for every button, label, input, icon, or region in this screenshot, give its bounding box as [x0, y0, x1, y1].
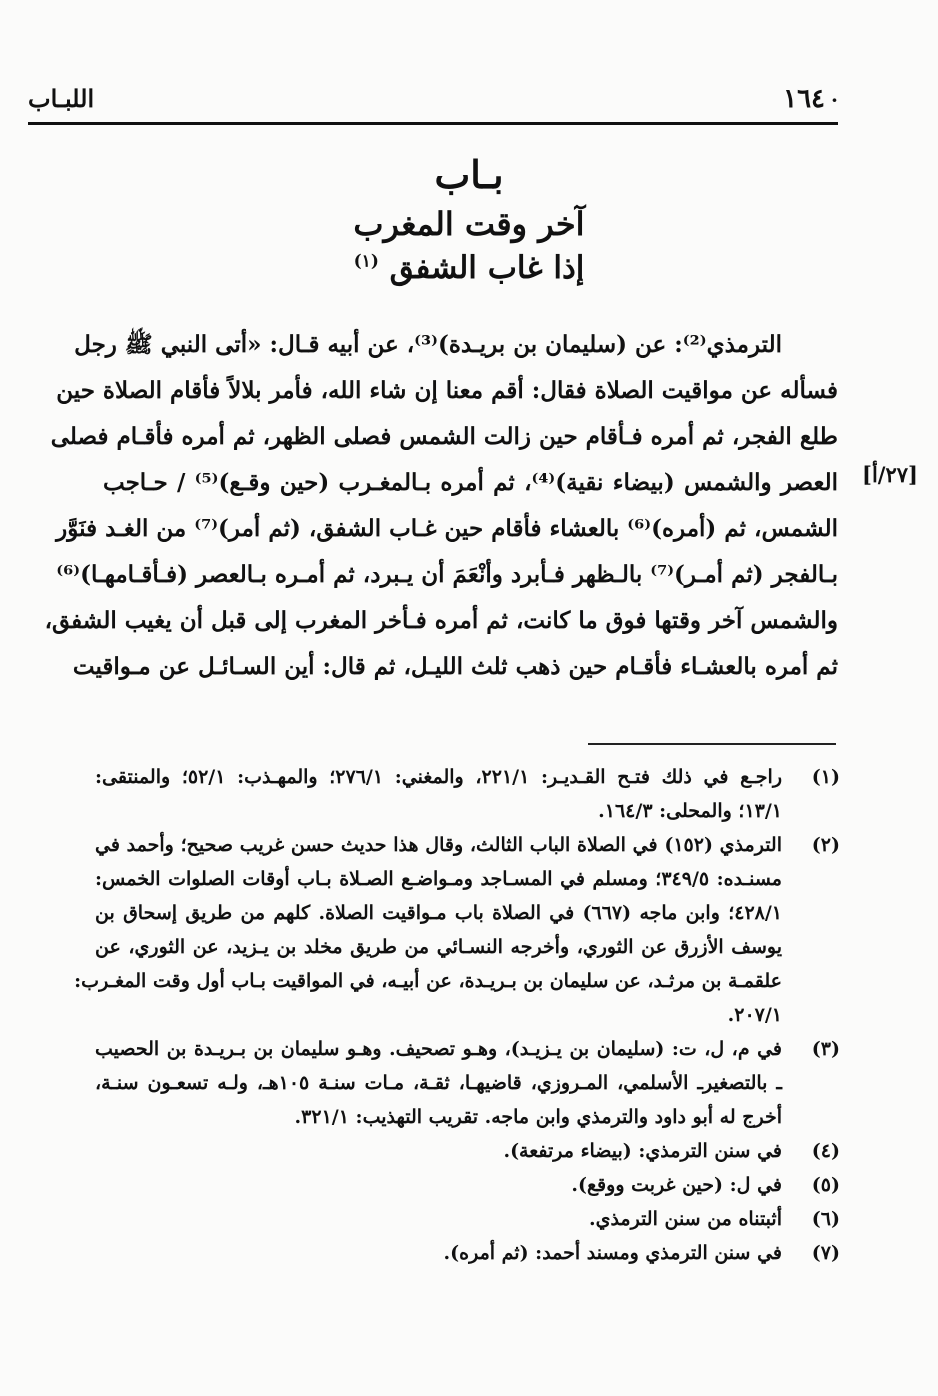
page-number-wrap: [783, 84, 838, 114]
footnote-number: (٦): [811, 1208, 840, 1230]
footnote-line: ـ بالتصغيرـ الأسلمي، المـروزي، قاضيهـا، ثقـة، مـات سنـة ١٠٥هـ، ولـه تسعـون سنـة،: [95, 1072, 782, 1094]
footnote-2: [74, 828, 840, 1032]
footnote-line: أخرج له أبو داود والترمذي وابن ماجه. تقريب التهذيب: ٣٢١/١.: [294, 1106, 782, 1128]
main-line: والشمس آخر وقتها فوق ما كانت، ثم أمره فـأخر المغرب إلى قبل أن يغيب الشفق،: [44, 607, 838, 634]
main-line: بـالفجر (ثم أمـر)⁽⁷⁾ بالـظهر فـأبرد وأنْعَمَ أن يـبرد، ثم أمـره بـالعصر (فـأقـامهـا)⁽⁶⁾: [56, 561, 838, 588]
main-line: الشمس، ثم (أمره)⁽⁶⁾ بالعشاء فأقام حين غـاب الشفق، (ثم أمر)⁽⁷⁾ من الغـد فنَوَّر: [56, 515, 838, 542]
chapter-title-line2: [0, 250, 938, 286]
footnote-line: الترمذي (١٥٢) في الصلاة الباب الثالث، وقال هذا حديث حسن غريب صحيح؛ وأحمد في: [95, 834, 782, 856]
footnote-line: راجـع في ذلك فتـح القـديـر: ٢٢١/١، والمغني: ٢٧٦/١؛ والمهـذب: ٥٢/١؛ والمنتقى:: [95, 766, 783, 788]
footnote-line: في م، ل، ت: (سليمان بن يـزيـد)، وهـو تصحيف. وهـو سليمان بن بـريـدة بن الحصيب: [95, 1038, 782, 1060]
footnote-6: [95, 1202, 840, 1236]
footnote-7: [95, 1236, 840, 1270]
chapter-title-line1: آخر وقت المغرب: [353, 205, 585, 243]
footnote-line: ٢٠٧/١.: [727, 1004, 782, 1026]
footnotes: [74, 760, 840, 1270]
footnote-line: أثبتناه من سنن الترمذي.: [588, 1208, 782, 1230]
chapter-footnote-ref: (١): [353, 251, 379, 272]
footnote-number: (٣): [811, 1038, 840, 1060]
running-header: [28, 84, 838, 120]
main-line: العصر والشمس (بيضاء نقية)⁽⁴⁾، ثم أمره بـالمغـرب (حين وقـع)⁽⁵⁾ / حـاجب: [103, 469, 838, 496]
footnote-line: ١٣/١؛ والمحلى: ١٦٤/٣.: [598, 800, 782, 822]
footnote-number: (٢): [811, 834, 840, 856]
footnote-3: [95, 1032, 840, 1134]
main-line: فسأله عن مواقيت الصلاة فقال: أقم معنا إن شاء الله، فأمر بلالاً فأقام الصلاة حين: [56, 377, 838, 404]
footnote-number: (١): [811, 766, 840, 788]
footnote-line: في سنن الترمذي ومسند أحمد: (ثم أمره).: [443, 1242, 782, 1264]
footnote-separator: [588, 743, 836, 745]
footnote-4: [95, 1134, 840, 1168]
page-number: ١٦٤: [783, 84, 826, 114]
book-title: اللبـاب: [28, 84, 95, 113]
footnote-line: في سنن الترمذي: (بيضاء مرتفعة).: [503, 1140, 782, 1162]
main-line: ثم أمره بالعشـاء فأقـام حين ذهب ثلث الليـل، ثم قال: أين السـائـل عن مـواقيت: [72, 653, 838, 680]
manuscript-folio-ref: [٢٧/أ]: [862, 462, 918, 487]
footnote-5: [95, 1168, 840, 1202]
header-rule: [28, 122, 838, 125]
footnote-number: (٥): [811, 1174, 840, 1196]
footnote-number: (٤): [811, 1140, 840, 1162]
footnote-number: (٧): [811, 1242, 840, 1264]
chapter-label: بـاب: [434, 152, 504, 197]
footnote-line: ٤٢٨/١؛ وابن ماجه (٦٦٧) في الصلاة باب مـواقيت الصلاة. كلهم من طريق إسحاق بن: [95, 902, 782, 924]
main-line: الترمذي⁽²⁾: عن (سليمان بن بريـدة)⁽³⁾، عن أبيه قـال: «أتى النبي ﷺ رجل: [74, 331, 782, 358]
footnote-line: في ل: (حين غربت ووقع).: [571, 1174, 782, 1196]
main-text: [44, 322, 838, 690]
footnote-1: [95, 760, 840, 828]
footnote-line: مسنـده: ٣٤٩/٥؛ ومسلم في المسـاجد ومـواضـع الصـلاة بـاب أوقات الصلوات الخمس:: [95, 868, 782, 890]
chapter-title-line2-text: إذا غاب الشفق: [389, 250, 585, 286]
footnote-line: علقمـة بن مرثـد، عن سليمان بن بـريـدة، عن أبيـه، في المواقيت بـاب أول وقت المغـرب:: [74, 970, 782, 992]
header-dot: ·: [831, 88, 838, 112]
main-line: طلع الفجر، ثم أمره فـأقام حين زالت الشمس فصلى الظهر، ثم أمره فأقـام فصلى: [50, 423, 838, 450]
footnote-line: يوسف الأزرق عن الثوري، وأخرجه النسـائي من طريق مخلد بن يـزيد، عن الثوري، عن: [95, 936, 782, 958]
